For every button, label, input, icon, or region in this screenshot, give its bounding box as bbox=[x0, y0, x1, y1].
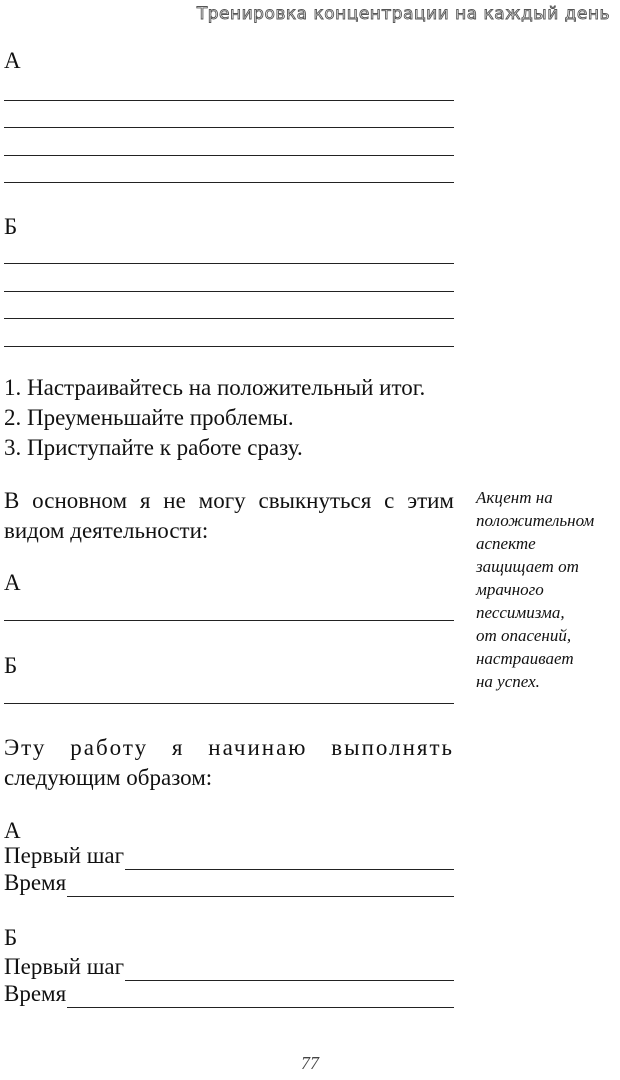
note-line: на успех. bbox=[476, 672, 540, 691]
paragraph1-line2: видом деятельности: bbox=[4, 518, 209, 543]
note-line: настраивает bbox=[476, 649, 574, 668]
note-line: защищает от bbox=[476, 557, 579, 576]
note-line: пессимизма, bbox=[476, 603, 565, 622]
answer-line[interactable] bbox=[4, 291, 454, 292]
answer-line[interactable] bbox=[4, 263, 454, 264]
tip-item: 3. Приступайте к работе сразу. bbox=[4, 435, 303, 460]
running-header: Тренировка концентрации на каждый день bbox=[196, 4, 610, 24]
time-label: Время bbox=[4, 870, 67, 895]
answer-line[interactable] bbox=[67, 987, 454, 1008]
first-step-label: Первый шаг bbox=[4, 843, 125, 868]
page-number: 77 bbox=[301, 1053, 319, 1073]
section2-label-a: А bbox=[4, 570, 21, 595]
margin-note bbox=[476, 486, 616, 693]
section1-label-a: А bbox=[4, 48, 21, 73]
answer-line[interactable] bbox=[4, 620, 454, 621]
time-label: Время bbox=[4, 981, 67, 1006]
section2-label-b: Б bbox=[4, 653, 18, 678]
note-line: положительном bbox=[476, 511, 595, 530]
first-step-field-a[interactable] bbox=[4, 842, 454, 870]
paragraph1-line1: В основном я не могу свыкнуться с этим bbox=[4, 488, 454, 513]
answer-line[interactable] bbox=[67, 876, 454, 897]
answer-line[interactable] bbox=[125, 960, 454, 981]
note-line: мрачного bbox=[476, 580, 544, 599]
first-step-field-b[interactable] bbox=[4, 953, 454, 981]
tip-item: 1. Настраивайтесь на положительный итог. bbox=[4, 375, 426, 400]
answer-line[interactable] bbox=[4, 100, 454, 101]
answer-line[interactable] bbox=[4, 318, 454, 319]
section3-label-a: А bbox=[4, 818, 21, 843]
answer-line[interactable] bbox=[4, 703, 454, 704]
time-field-b[interactable] bbox=[4, 980, 454, 1008]
note-line: от опасений, bbox=[476, 626, 572, 645]
answer-line[interactable] bbox=[4, 346, 454, 347]
paragraph2-line2: следующим образом: bbox=[4, 765, 213, 790]
time-field-a[interactable] bbox=[4, 869, 454, 897]
first-step-label: Первый шаг bbox=[4, 954, 125, 979]
answer-line[interactable] bbox=[4, 127, 454, 128]
tip-item: 2. Преуменьшайте проблемы. bbox=[4, 405, 294, 430]
tips-list bbox=[4, 373, 425, 463]
answer-line[interactable] bbox=[4, 155, 454, 156]
note-line: аспекте bbox=[476, 534, 536, 553]
answer-line[interactable] bbox=[125, 849, 454, 870]
section3-label-b: Б bbox=[4, 925, 18, 950]
paragraph2-line1: Эту работу я начинаю выполнять bbox=[4, 735, 454, 760]
answer-line[interactable] bbox=[4, 182, 454, 183]
section1-label-b: Б bbox=[4, 214, 18, 239]
note-line: Акцент на bbox=[476, 488, 553, 507]
